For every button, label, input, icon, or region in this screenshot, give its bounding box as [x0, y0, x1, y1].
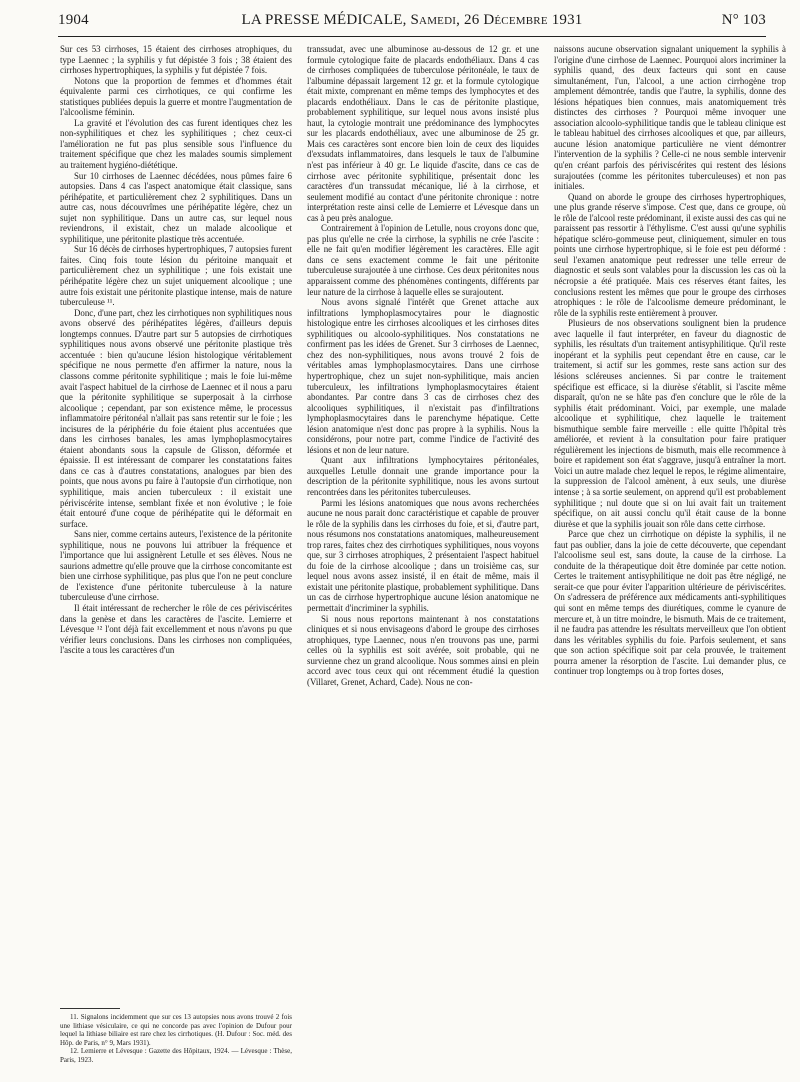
footnote-rule	[60, 1008, 120, 1009]
paragraph: Sur 10 cirrhoses de Laennec décédées, nous pûmes faire 6 autopsies. Dans 4 cas l'aspect anatomique était classique, sans périhépatite, et particulièrement chez 2 syphilitiques. Dans un autre cas, nous découvrîmes une périhépatite légère, chez un sujet non syphilitique. Dans un autre cas, sur lequel nous reviendrons, il existait, chez un malade alcoolique et syphilitique, une péritonite plastique très accentuée.	[60, 170, 292, 244]
journal-title: LA PRESSE MÉDICALE, Samedi, 26 Décembre 1931	[241, 12, 583, 28]
paragraph: Si nous nous reportons maintenant à nos constatations cliniques et si nous envisageons d'abord le groupe des cirrhoses atrophiques, type Laennec, nous n'en trouvons pas une, parmi celles où la syphilis est soit avérée, soit probable, qui ne survienne chez un grand alcoolique. Nous sommes ainsi en plein accord avec tous ceux qui ont récemment étudié la question (Villaret, Grenet, Achard, Cade). Nous ne con-	[307, 613, 539, 687]
paragraph: Plusieurs de nos observations soulignent bien la prudence avec laquelle il faut interpréter, en faveur du diagnostic de syphilis, les résultats d'un traitement antisyphilitique. Qu'il reste inopérant et la syphilis peut cependant être en cause, car le traitement, si actif sur les gommes, reste sans action sur des lésions scléreuses anciennes. Si par contre le traitement spécifique est efficace, si la diurèse s'établit, si l'ascite même disparaît, qu'on ne se hâte pas d'en conclure que le rôle de la syphilis était prédominant. Voici, par exemple, une malade alcoolique et syphilitique, chez laquelle le traitement bismuthique semble faire merveille : elle quitte l'hôpital très améliorée, et revient à la consultation pour faire pratiquer régulièrement les injections de bismuth, mais elle recommence à boire et rapidement son état s'aggrave, jusqu'à entraîner la mort. Voici un autre malade chez lequel le repos, le régime alimentaire, la suppression de l'alcool amènent, à eux seuls, une diurèse intense ; à sa sortie seulement, on apprend qu'il est probablement syphilitique ; nul doute que si on lui avait fait un traitement spécifique, on ait aussi conclu qu'il était cause de la bonne diurèse et que la syphilis jouait son rôle dans cette cirrhose.	[554, 318, 786, 529]
paragraph: transsudat, avec une albuminose au-dessous de 12 gr. et une formule cytologique faite de placards endothéliaux. Dans 4 cas de cirrhoses compliquées de tuberculose péritonéale, le taux de l'albumine dépassait largement 12 gr. et la formule cytologique était mixte, comprenant en même temps des lymphocytes et des placards endothéliaux. Dans le cas de péritonite plastique, probablement syphilitique, sur lequel nous avons insisté plus haut, la cytologie montrait une prédominance des lymphocytes sur les placards endothéliaux, avec une albuminose de 25 gr. Mais ces caractères sont encore bien loin de ceux des liquides d'exsudats inflammatoires, dans lesquels le taux de l'albumine n'est pas inférieur à 40 gr. Le liquide d'ascite, dans ce cas de cirrhose avec péritonite syphilitique, présentait donc les caractères d'un transsudat mécanique, lié à la cirrhose, et seulement modifié au contact d'une péritonite chronique : notre interprétation reste ainsi celle de Lemierre et Lévesque dans un cas à peu près analogue.	[307, 44, 539, 223]
column-2	[307, 44, 539, 687]
paragraph: Donc, d'une part, chez les cirrhotiques non syphilitiques nous avons observé des périhépatites légères, d'ailleurs depuis longtemps connues. D'autre part sur 5 autopsies de cirrhotiques syphilitiques nous avons observé une péritonite plastique très accentuée : bien qu'aucune lésion histologique véritablement spécifique ne nous permette d'en affirmer la nature, nous la classons comme péritonite syphilitique ; mais le foie lui-même avait l'aspect habituel de la cirrhose de Laennec et il nous a paru que la péritonite syphilitique se superposait à la cirrhose alcoolique ; cependant, par son existence même, le processus inflammatoire péritonéal n'allait pas sans retentir sur le foie ; les incisures de la périphérie du foie étaient plus accentuées que dans les cirrhoses banales, les amas lymphoplasmocytaires étaient abondants sous la capsule de Glisson, déformée et épaissie. Il est intéressant de comparer les constatations faites dans ce cas à d'autres constatations, analogues par bien des points, que nous avons pu faire à l'autopsie d'un cirrhotique, non syphilitique, mais ancien tuberculeux : il existait une périviscérite intense, semblant fixée et non évolutive ; le foie était entouré d'une coque de périhépatite qui le déformait en surface.	[60, 307, 293, 529]
paragraph: naissons aucune observation signalant uniquement la syphilis à l'origine d'une cirrhose de Laennec. Pourquoi alors incriminer la syphilis quand, des deux facteurs qui sont en cause simultanément, l'un, l'alcool, a une action cirrhogène trop amplement démontrée, tandis que l'autre, la syphilis, donne des lésions hépatiques bien connues, mais anatomiquement très distinctes des cirrhoses ? Pourquoi même invoquer une association alcoolo-syphilitique tandis que le tableau clinique est le tableau habituel des cirrhoses alcooliques et que, par ailleurs, aucune lésion anatomique particulière ne vient démontrer l'intervention de la syphilis ? Celle-ci ne nous semble intervenir qu'en créant parfois des périviscérites qui restent des lésions surajoutées (comme les péritonites tuberculeuses) et non pas initiales.	[554, 44, 786, 192]
header-year: 1904	[58, 12, 89, 28]
paragraph: Quant aux infiltrations lymphocytaires péritonéales, auxquelles Letulle donnait une grande importance pour la description de la péritonite syphilitique, nous les avons surtout rencontrées dans les péritonites tuberculeuses.	[307, 455, 539, 497]
paragraph: Il était intéressant de rechercher le rôle de ces périviscérites dans la genèse et dans les caractères de l'ascite. Lemierre et Lévesque ¹² l'ont déjà fait excellemment et nous n'avons pu que vérifier leurs conclusions. Dans les cirrhoses non compliquées, l'ascite a tous les caractères d'un	[60, 602, 292, 656]
footnote: 12. Lemierre et Lévesque : Gazette des Hôpitaux, 1924. — Lévesque : Thèse, Paris, 1923.	[60, 1047, 292, 1064]
column-1	[60, 44, 292, 656]
paragraph: La gravité et l'évolution des cas furent identiques chez les non-syphilitiques et chez les syphilitiques ; chez ceux-ci l'amélioration ne fut pas plus sensible sous l'influence du traitement spécifique que chez les malades soumis simplement au traitement hygiéno-diététique.	[60, 117, 292, 171]
paragraph: Sans nier, comme certains auteurs, l'existence de la péritonite syphilitique, nous ne pouvons lui attribuer la fréquence et l'importance que lui assignèrent Letulle et ses élèves. Nous ne saurions admettre qu'elle prouve que la cirrhose concomitante est bien une cirrhose syphilitique, pas plus que l'on ne peut conclure de l'existence d'une péritonite tuberculeuse à la nature tuberculeuse d'une cirrhose.	[60, 529, 292, 603]
issue-number: N° 103	[721, 12, 766, 28]
paragraph: Quand on aborde le groupe des cirrhoses hypertrophiques, une plus grande réserve s'impose. C'est que, dans ce groupe, où le rôle de l'alcool reste prédominant, il existe aussi des cas qui ne paraissent pas ressortir à l'éthylisme. C'est aussi qu'une syphilis hépatique scléro-gommeuse peut, cliniquement, simuler en tous points une cirrhose hypertrophique, si le foie est peu déformé : seul l'examen anatomique peut redresser une telle erreur de diagnostic et seuls sont valables pour la discussion les cas où la nécropsie a été pratiquée. Mais ces réserves étant faites, les conclusions restent les mêmes que pour le groupe des cirrhoses atrophiques : le rôle de l'alcoolisme demeure prédominant, le rôle de la syphilis reste entièrement à prouver.	[554, 191, 786, 318]
paragraph: Nous avons signalé l'intérêt que Grenet attache aux infiltrations lymphoplasmocytaires pour le diagnostic histologique entre les cirrhoses alcooliques et les cirrhoses dites syphilitiques ou alcoolo-syphilitiques. Nos constatations ne confirment pas les idées de Grenet. Sur 3 cirrhoses de Laennec, chez des non-syphilitiques, nous avons trouvé 2 fois de véritables amas lymphoplasmocytaires. Dans une cirrhose hypertrophique, chez un sujet non-syphilitique, mais ancien tuberculeux, les infiltrations lymphoplasmocytaires étaient abondantes. Par contre dans 3 cas de cirrhoses chez des alcooliques syphilitiques, il n'existait pas d'infiltrations lymphoplasmocytaires dans le parenchyme hépatique. Cette lésion anatomique n'est donc pas propre à la syphilis. Nous la considérons, pour notre part, comme l'indice de l'activité des lésions et non de leur nature.	[307, 297, 539, 455]
paragraph: Sur ces 53 cirrhoses, 15 étaient des cirrhoses atrophiques, du type Laennec ; la syphilis y fut dépistée 3 fois ; 38 étaient des cirrhoses hypertrophiques, la syphilis y fut dépistée 7 fois.	[60, 44, 292, 76]
paragraph: Parmi les lésions anatomiques que nous avons recherchées aucune ne nous parait donc caractéristique et capable de prouver le rôle de la syphilis dans les cirrhoses du foie, et si, d'autre part, nous résumons nos constatations anatomiques, malheureusement trop rares, faites chez des cirrhotiques syphilitiques, nous voyons que, sur 3 cirrhoses atrophiques, 2 présentaient l'aspect habituel du foie de la cirrhose alcoolique ; dans un troisième cas, sur lequel nous avons assez insisté, il en était de même, mais il existait une péritonite plastique, probablement syphilitique. Dans un cas de cirrhose hypertrophique aucune lésion anatomique ne permettait d'incriminer la syphilis.	[307, 497, 539, 613]
header-rule	[58, 36, 766, 37]
paragraph: Parce que chez un cirrhotique on dépiste la syphilis, il ne faut pas oublier, dans la joie de cette découverte, que cependant l'alcoolisme seul est, sans doute, la cause de la cirrhose. La conduite de la thérapeutique doit être dominée par cette notion. Certes le traitement antisyphilitique ne doit pas être négligé, ne serait-ce que pour éviter l'apparition ultérieure de périviscérites. On s'adressera de préférence aux médicaments anti-syphilitiques qui sont en même temps des diurétiques, comme le cyanure de mercure et, à un titre moindre, le bismuth. Mais de ce traitement, il ne faudra pas attendre les résultats merveilleux que l'on obtient dans les véritables syphilis du foie. Parfois seulement, et sans que son action spécifique soit par cela prouvée, le traitement pourra amener la résorption de l'ascite. Lui demander plus, ce continuer trop longtemps ou à trop fortes doses,	[554, 529, 786, 677]
paragraph: Contrairement à l'opinion de Letulle, nous croyons donc que, pas plus qu'elle ne crée la cirrhose, la syphilis ne crée l'ascite : elle ne fait qu'en modifier légèrement les caractères. Elle agit dans ce sens exactement comme le fait une péritonite tuberculeuse surajoutée à une cirrhose. Ces deux péritonites nous apparaissent comme des phénomènes contingents, différents par leur nature de la cirrhose à laquelle elles se surajoutent.	[307, 223, 539, 297]
paragraph: Notons que la proportion de femmes et d'hommes était équivalente parmi ces cirrhotiques, ce qui confirme les statistiques publiées depuis la guerre et montre l'augmentation de l'alcoolisme féminin.	[60, 75, 292, 118]
footnote: 11. Signalons incidemment que sur ces 13 autopsies nous avons trouvé 2 fois une lithiase vésiculaire, ce qui ne concorde pas avec l'opinion de Dufour pour lequel la lithiase biliaire est rare chez les cirrhotiques. (H. Dufour : Soc. méd. des Hôp. de Paris, n° 9, Mars 1931).	[60, 1013, 292, 1047]
column-3	[554, 44, 786, 677]
page-header	[58, 12, 766, 34]
paragraph: Sur 16 décès de cirrhoses hypertrophiques, 7 autopsies furent faites. Cinq fois toute lésion du péritoine manquait et particulièrement chez un syphilitique ; une fois existait une périhépatite légère chez un sujet uniquement alcoolique ; une autre fois existait une péritonite plastique intense, mais de nature tuberculeuse ¹¹.	[60, 244, 292, 308]
footnotes	[60, 1008, 292, 1065]
